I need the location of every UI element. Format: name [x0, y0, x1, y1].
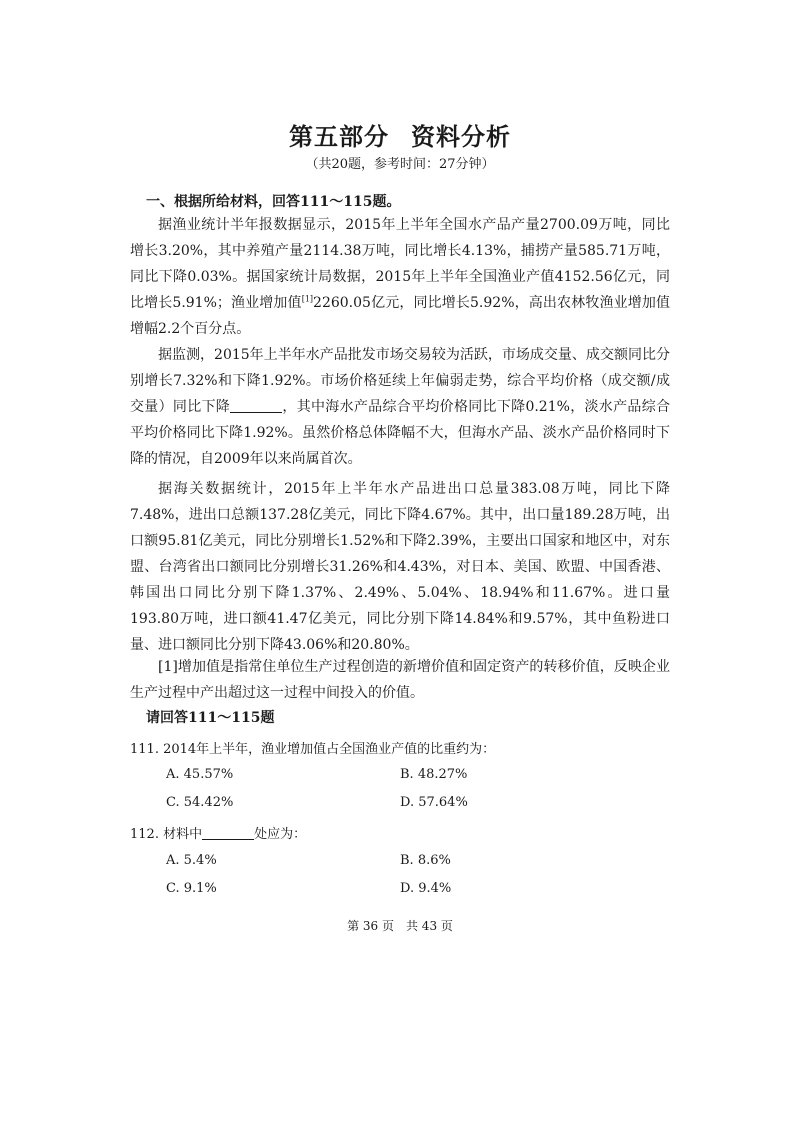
option-111-b[interactable]: B. 48.27% [400, 767, 468, 782]
paragraph-text: 2260.05亿元，同比增长5.92%，高出农林牧渔业增加值增幅2.2个百分点。 [130, 295, 670, 337]
option-111-d[interactable]: D. 57.64% [400, 795, 468, 810]
title-name: 资料分析 [411, 122, 511, 151]
paragraph-text: 据监测，2015年上半年水产品批发市场交易较为活跃，市场成交量、成交额同比分别增长7.32%和下降1.92%。市场价格延续上年偏弱走势，综合平均价格（成交额/成交量）同比下降 [130, 347, 670, 415]
option-112-b[interactable]: B. 8.6% [400, 853, 451, 868]
option-111-a[interactable]: A. 45.57% [166, 767, 234, 782]
option-112-d[interactable]: D. 9.4% [400, 881, 452, 896]
footnote: [1]增加值是指常住单位生产过程创造的新增价值和固定资产的转移价值，反映企业生产过程中产出超过这一过程中间投入的价值。 [130, 659, 670, 701]
answer-blank [230, 398, 282, 413]
option-111-c[interactable]: C. 54.42% [166, 795, 234, 810]
section-heading: 一、根据所给材料，回答111～115题。 [146, 194, 401, 210]
question-111: 111. 2014年上半年，渔业增加值占全国渔业产值的比重约为： [130, 742, 496, 757]
footnote-marker: [1] [301, 294, 314, 304]
question-112 [130, 823, 306, 842]
paragraph-text: 据渔业统计半年报数据显示，2015年上半年全国水产品产量2700.09万吨，同比增长3.20%，其中养殖产量2114.38万吨，同比增长4.13%，捕捞产量585.71万吨，同比下降0.03%。据国家统计局数据，2015年上半年全国渔业产值4152.56亿元，同比增长5.91%；渔业增加值 [130, 217, 670, 311]
title-part: 第五部分 [289, 122, 389, 151]
page-title [0, 117, 800, 152]
material-paragraph-1 [130, 212, 670, 342]
option-112-a[interactable]: A. 5.4% [166, 853, 217, 868]
page-subtitle: （共20题，参考时间：27分钟） [305, 157, 495, 172]
paragraph-text: ，其中海水产品综合平均价格同比下降0.21%，淡水产品综合平均价格同比下降1.92%。虽然价格总体降幅不大，但海水产品、淡水产品价格同时下降的情况，自2009年以来尚属首次。 [130, 399, 671, 467]
material-paragraph-2 [130, 342, 670, 472]
question-text: 112. 材料中 [130, 827, 203, 842]
questions-prompt: 请回答111～115题 [146, 710, 275, 726]
option-112-c[interactable]: C. 9.1% [166, 881, 217, 896]
page-number: 第 36 页 共 43 页 [347, 919, 453, 933]
question-text: 处应为： [254, 827, 307, 842]
material-paragraph-3: 据海关数据统计，2015年上半年水产品进出口总量383.08万吨，同比下降7.48%，进出口总额137.28亿美元，同比下降4.67%。其中，出口量189.28万吨，出口额95.81亿美元，同比分别增长1.52%和下降2.39%，主要出口国家和地区中，对东盟、台湾省出口额同比分别增长31.26%和4.43%，对日本、美国、欧盟、中国香港、韩国出口同比分别下降1.37%、2.49%、5.04%、18.94%和11.67%。进口量193.80万吨，进口额41.47亿美元，同比分别下降14.84%和9.57%，其中鱼粉进口量、进口额同比分别下降43.06%和20.80%。 [130, 481, 670, 653]
answer-blank [202, 825, 254, 840]
